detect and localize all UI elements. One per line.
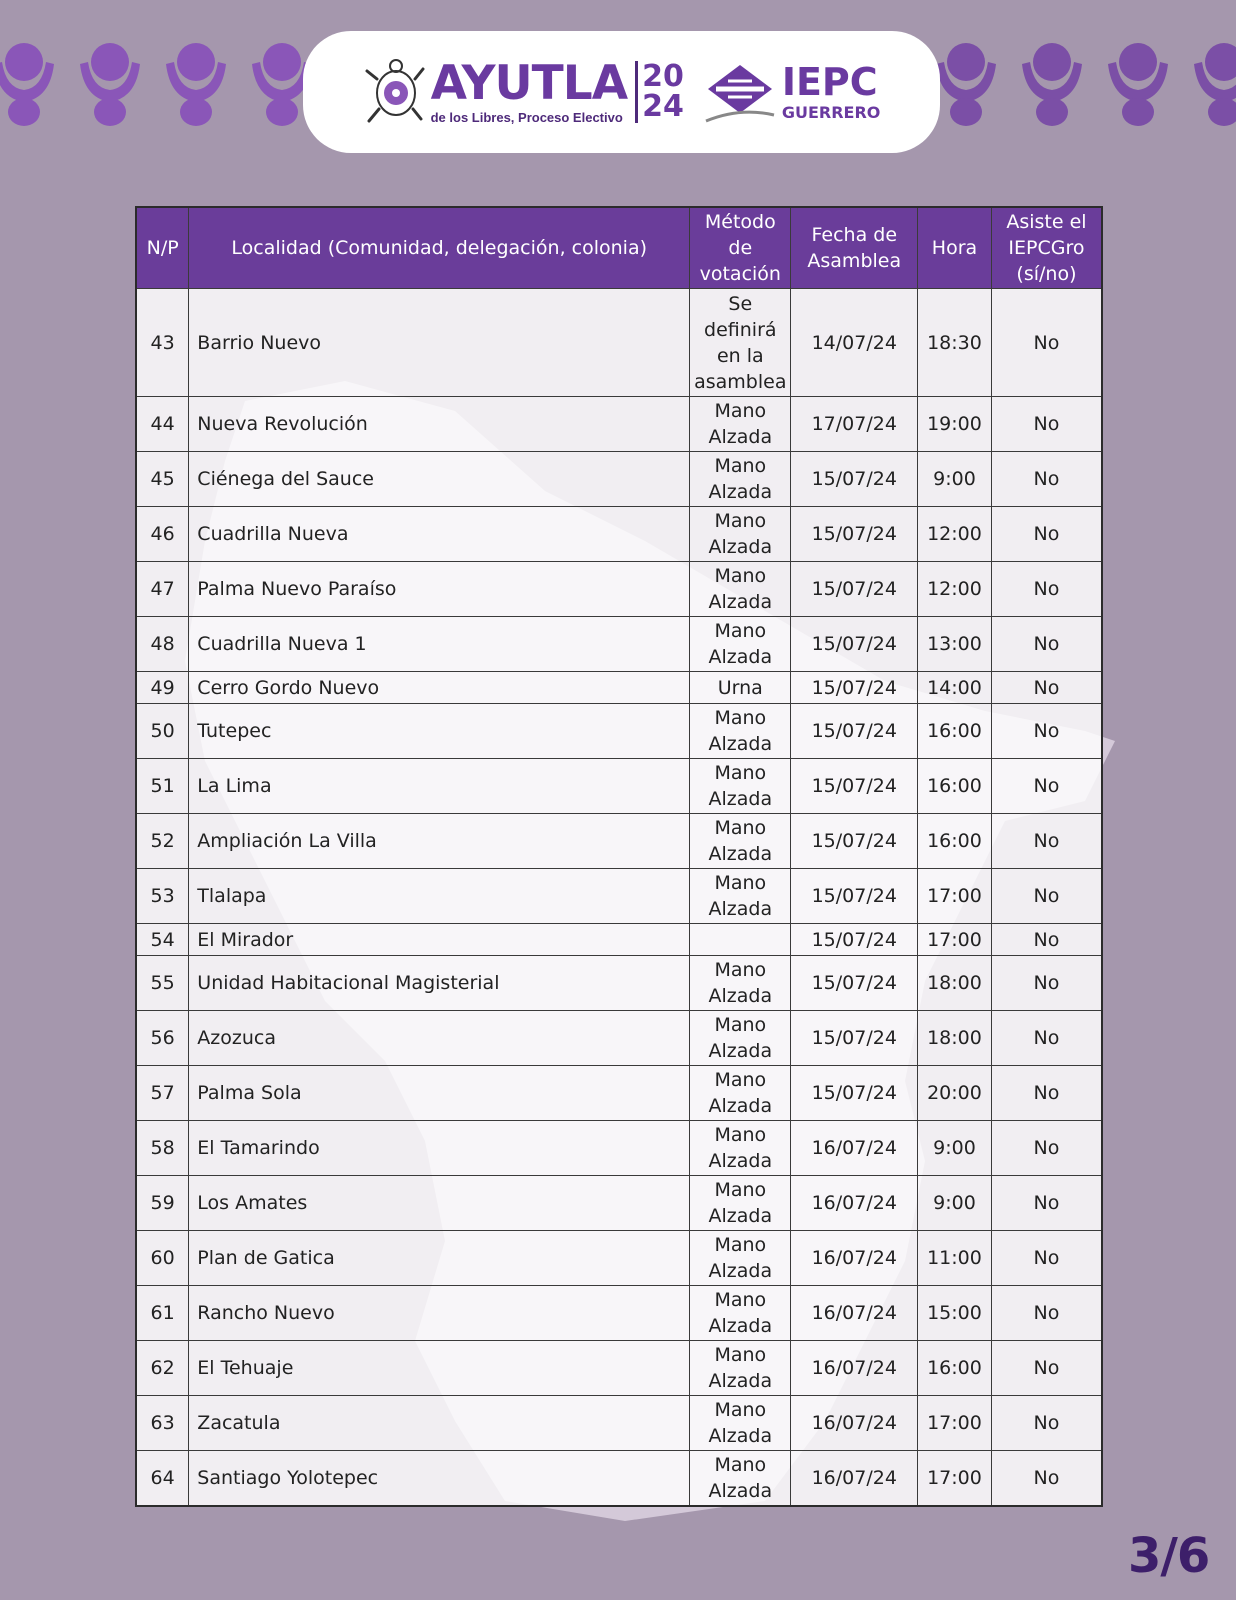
cell-metodo: Mano Alzada [690,1396,791,1451]
cell-metodo: Urna [690,672,791,704]
page-number: 3/6 [1128,1528,1210,1584]
table-row [136,452,1102,507]
table-row [136,1396,1102,1451]
year-bottom: 24 [642,89,684,124]
cell-asiste: No [991,1341,1102,1396]
person-icon [74,38,146,128]
table-row [136,1451,1102,1506]
cell-fecha: 15/07/24 [791,956,918,1011]
cell-metodo [690,924,791,956]
cell-fecha: 16/07/24 [791,1286,918,1341]
cell-np: 61 [136,1286,189,1341]
cell-metodo: Mano Alzada [690,1341,791,1396]
turtle-icon [363,57,425,127]
iepc-state-label: GUERRERO [781,103,881,122]
year-top: 20 [642,59,684,94]
cell-asiste: No [991,452,1102,507]
cell-fecha: 15/07/24 [791,869,918,924]
cell-fecha: 15/07/24 [791,704,918,759]
cell-asiste: No [991,1121,1102,1176]
cell-localidad: Palma Nuevo Paraíso [189,562,690,617]
cell-np: 45 [136,452,189,507]
cell-asiste: No [991,924,1102,956]
column-header-asiste: Asiste el IEPCGro (sí/no) [991,207,1102,289]
cell-localidad: Tutepec [189,704,690,759]
cell-asiste: No [991,1011,1102,1066]
cell-metodo: Mano Alzada [690,617,791,672]
cell-localidad: Azozuca [189,1011,690,1066]
cell-fecha: 15/07/24 [791,814,918,869]
cell-fecha: 15/07/24 [791,452,918,507]
cell-localidad: Ciénega del Sauce [189,452,690,507]
cell-localidad: Plan de Gatica [189,1231,690,1286]
table-row [136,507,1102,562]
cell-hora: 18:00 [918,956,992,1011]
cell-np: 54 [136,924,189,956]
cell-metodo: Mano Alzada [690,1121,791,1176]
cell-localidad: Zacatula [189,1396,690,1451]
cell-metodo: Mano Alzada [690,1066,791,1121]
cell-np: 56 [136,1011,189,1066]
cell-localidad: Barrio Nuevo [189,289,690,397]
table-row [136,704,1102,759]
cell-metodo: Mano Alzada [690,562,791,617]
cell-asiste: No [991,1451,1102,1506]
cell-hora: 14:00 [918,672,992,704]
ayutla-subtitle: de los Libres, Proceso Electivo [430,109,623,125]
cell-np: 55 [136,956,189,1011]
ayutla-logo [363,57,684,127]
cell-np: 60 [136,1231,189,1286]
cell-np: 57 [136,1066,189,1121]
cell-fecha: 16/07/24 [791,1176,918,1231]
cell-np: 64 [136,1451,189,1506]
cell-hora: 20:00 [918,1066,992,1121]
cell-localidad: Cuadrilla Nueva [189,507,690,562]
cell-fecha: 16/07/24 [791,1121,918,1176]
cell-np: 63 [136,1396,189,1451]
cell-fecha: 16/07/24 [791,1451,918,1506]
cell-metodo: Mano Alzada [690,1011,791,1066]
cell-localidad: Santiago Yolotepec [189,1451,690,1506]
cell-np: 59 [136,1176,189,1231]
cell-asiste: No [991,814,1102,869]
decorative-figures-left [0,38,318,128]
iepc-logo [702,59,881,125]
cell-localidad: Nueva Revolución [189,397,690,452]
cell-metodo: Mano Alzada [690,507,791,562]
cell-asiste: No [991,289,1102,397]
cell-fecha: 15/07/24 [791,759,918,814]
cell-asiste: No [991,759,1102,814]
column-header-np: N/P [136,207,189,289]
column-header-metodo: Método de votación [690,207,791,289]
cell-np: 49 [136,672,189,704]
table-row [136,1341,1102,1396]
cell-np: 51 [136,759,189,814]
cell-np: 47 [136,562,189,617]
cell-localidad: Ampliación La Villa [189,814,690,869]
table-row [136,924,1102,956]
person-icon [1102,38,1174,128]
iepc-emblem-icon [702,59,778,125]
table-header-row [136,207,1102,289]
cell-hora: 18:00 [918,1011,992,1066]
table-row [136,759,1102,814]
cell-hora: 16:00 [918,814,992,869]
decorative-figures-right [930,38,1236,128]
table-row [136,814,1102,869]
cell-fecha: 17/07/24 [791,397,918,452]
cell-hora: 19:00 [918,397,992,452]
cell-np: 53 [136,869,189,924]
cell-localidad: El Mirador [189,924,690,956]
cell-localidad: Cuadrilla Nueva 1 [189,617,690,672]
cell-asiste: No [991,1396,1102,1451]
cell-hora: 17:00 [918,1451,992,1506]
person-icon [1016,38,1088,128]
cell-fecha: 15/07/24 [791,617,918,672]
cell-hora: 16:00 [918,759,992,814]
cell-localidad: Cerro Gordo Nuevo [189,672,690,704]
cell-hora: 9:00 [918,1176,992,1231]
cell-metodo: Mano Alzada [690,869,791,924]
cell-fecha: 14/07/24 [791,289,918,397]
cell-asiste: No [991,672,1102,704]
cell-fecha: 15/07/24 [791,562,918,617]
cell-localidad: Tlalapa [189,869,690,924]
cell-hora: 13:00 [918,617,992,672]
table-row [136,1231,1102,1286]
table-row [136,289,1102,397]
ayutla-wordmark: AYUTLA [430,55,628,111]
cell-hora: 17:00 [918,1396,992,1451]
cell-hora: 17:00 [918,869,992,924]
cell-asiste: No [991,507,1102,562]
table-row [136,672,1102,704]
assembly-schedule-table [135,206,1103,1507]
cell-hora: 16:00 [918,704,992,759]
cell-localidad: Rancho Nuevo [189,1286,690,1341]
cell-np: 58 [136,1121,189,1176]
cell-asiste: No [991,869,1102,924]
cell-metodo: Mano Alzada [690,1286,791,1341]
cell-fecha: 16/07/24 [791,1396,918,1451]
table-row [136,397,1102,452]
cell-np: 44 [136,397,189,452]
table-row [136,956,1102,1011]
cell-metodo: Mano Alzada [690,704,791,759]
cell-fecha: 15/07/24 [791,1066,918,1121]
table-row [136,562,1102,617]
schedule-section [135,206,1105,1522]
cell-metodo: Mano Alzada [690,956,791,1011]
person-icon [0,38,60,128]
column-header-localidad: Localidad (Comunidad, delegación, colonia) [189,207,690,289]
cell-fecha: 15/07/24 [791,924,918,956]
cell-hora: 17:00 [918,924,992,956]
column-header-hora: Hora [918,207,992,289]
cell-asiste: No [991,397,1102,452]
cell-hora: 9:00 [918,452,992,507]
cell-asiste: No [991,1286,1102,1341]
table-row [136,1176,1102,1231]
iepc-wordmark: IEPC [781,60,878,104]
cell-fecha: 15/07/24 [791,507,918,562]
cell-asiste: No [991,617,1102,672]
cell-fecha: 15/07/24 [791,1011,918,1066]
cell-metodo: Mano Alzada [690,759,791,814]
table-row [136,1121,1102,1176]
cell-asiste: No [991,1231,1102,1286]
cell-metodo: Se definirá en la asamblea [690,289,791,397]
cell-np: 52 [136,814,189,869]
cell-hora: 12:00 [918,562,992,617]
cell-fecha: 16/07/24 [791,1341,918,1396]
table-row [136,617,1102,672]
cell-asiste: No [991,1066,1102,1121]
cell-hora: 16:00 [918,1341,992,1396]
cell-asiste: No [991,704,1102,759]
cell-hora: 12:00 [918,507,992,562]
year-mark [633,61,684,123]
header-logo-card [303,31,940,153]
cell-metodo: Mano Alzada [690,452,791,507]
cell-hora: 18:30 [918,289,992,397]
person-icon [930,38,1002,128]
cell-asiste: No [991,956,1102,1011]
cell-localidad: La Lima [189,759,690,814]
cell-hora: 15:00 [918,1286,992,1341]
person-icon [1188,38,1236,128]
cell-metodo: Mano Alzada [690,814,791,869]
cell-fecha: 16/07/24 [791,1231,918,1286]
cell-metodo: Mano Alzada [690,397,791,452]
table-row [136,1286,1102,1341]
person-icon [160,38,232,128]
cell-metodo: Mano Alzada [690,1231,791,1286]
table-row [136,1011,1102,1066]
cell-np: 48 [136,617,189,672]
cell-hora: 9:00 [918,1121,992,1176]
cell-metodo: Mano Alzada [690,1176,791,1231]
cell-np: 46 [136,507,189,562]
cell-hora: 11:00 [918,1231,992,1286]
cell-np: 62 [136,1341,189,1396]
cell-localidad: Unidad Habitacional Magisterial [189,956,690,1011]
column-header-fecha: Fecha de Asamblea [791,207,918,289]
cell-asiste: No [991,562,1102,617]
cell-asiste: No [991,1176,1102,1231]
cell-np: 50 [136,704,189,759]
cell-metodo: Mano Alzada [690,1451,791,1506]
cell-localidad: Los Amates [189,1176,690,1231]
cell-np: 43 [136,289,189,397]
cell-localidad: El Tehuaje [189,1341,690,1396]
cell-localidad: El Tamarindo [189,1121,690,1176]
table-row [136,869,1102,924]
table-row [136,1066,1102,1121]
cell-localidad: Palma Sola [189,1066,690,1121]
cell-fecha: 15/07/24 [791,672,918,704]
